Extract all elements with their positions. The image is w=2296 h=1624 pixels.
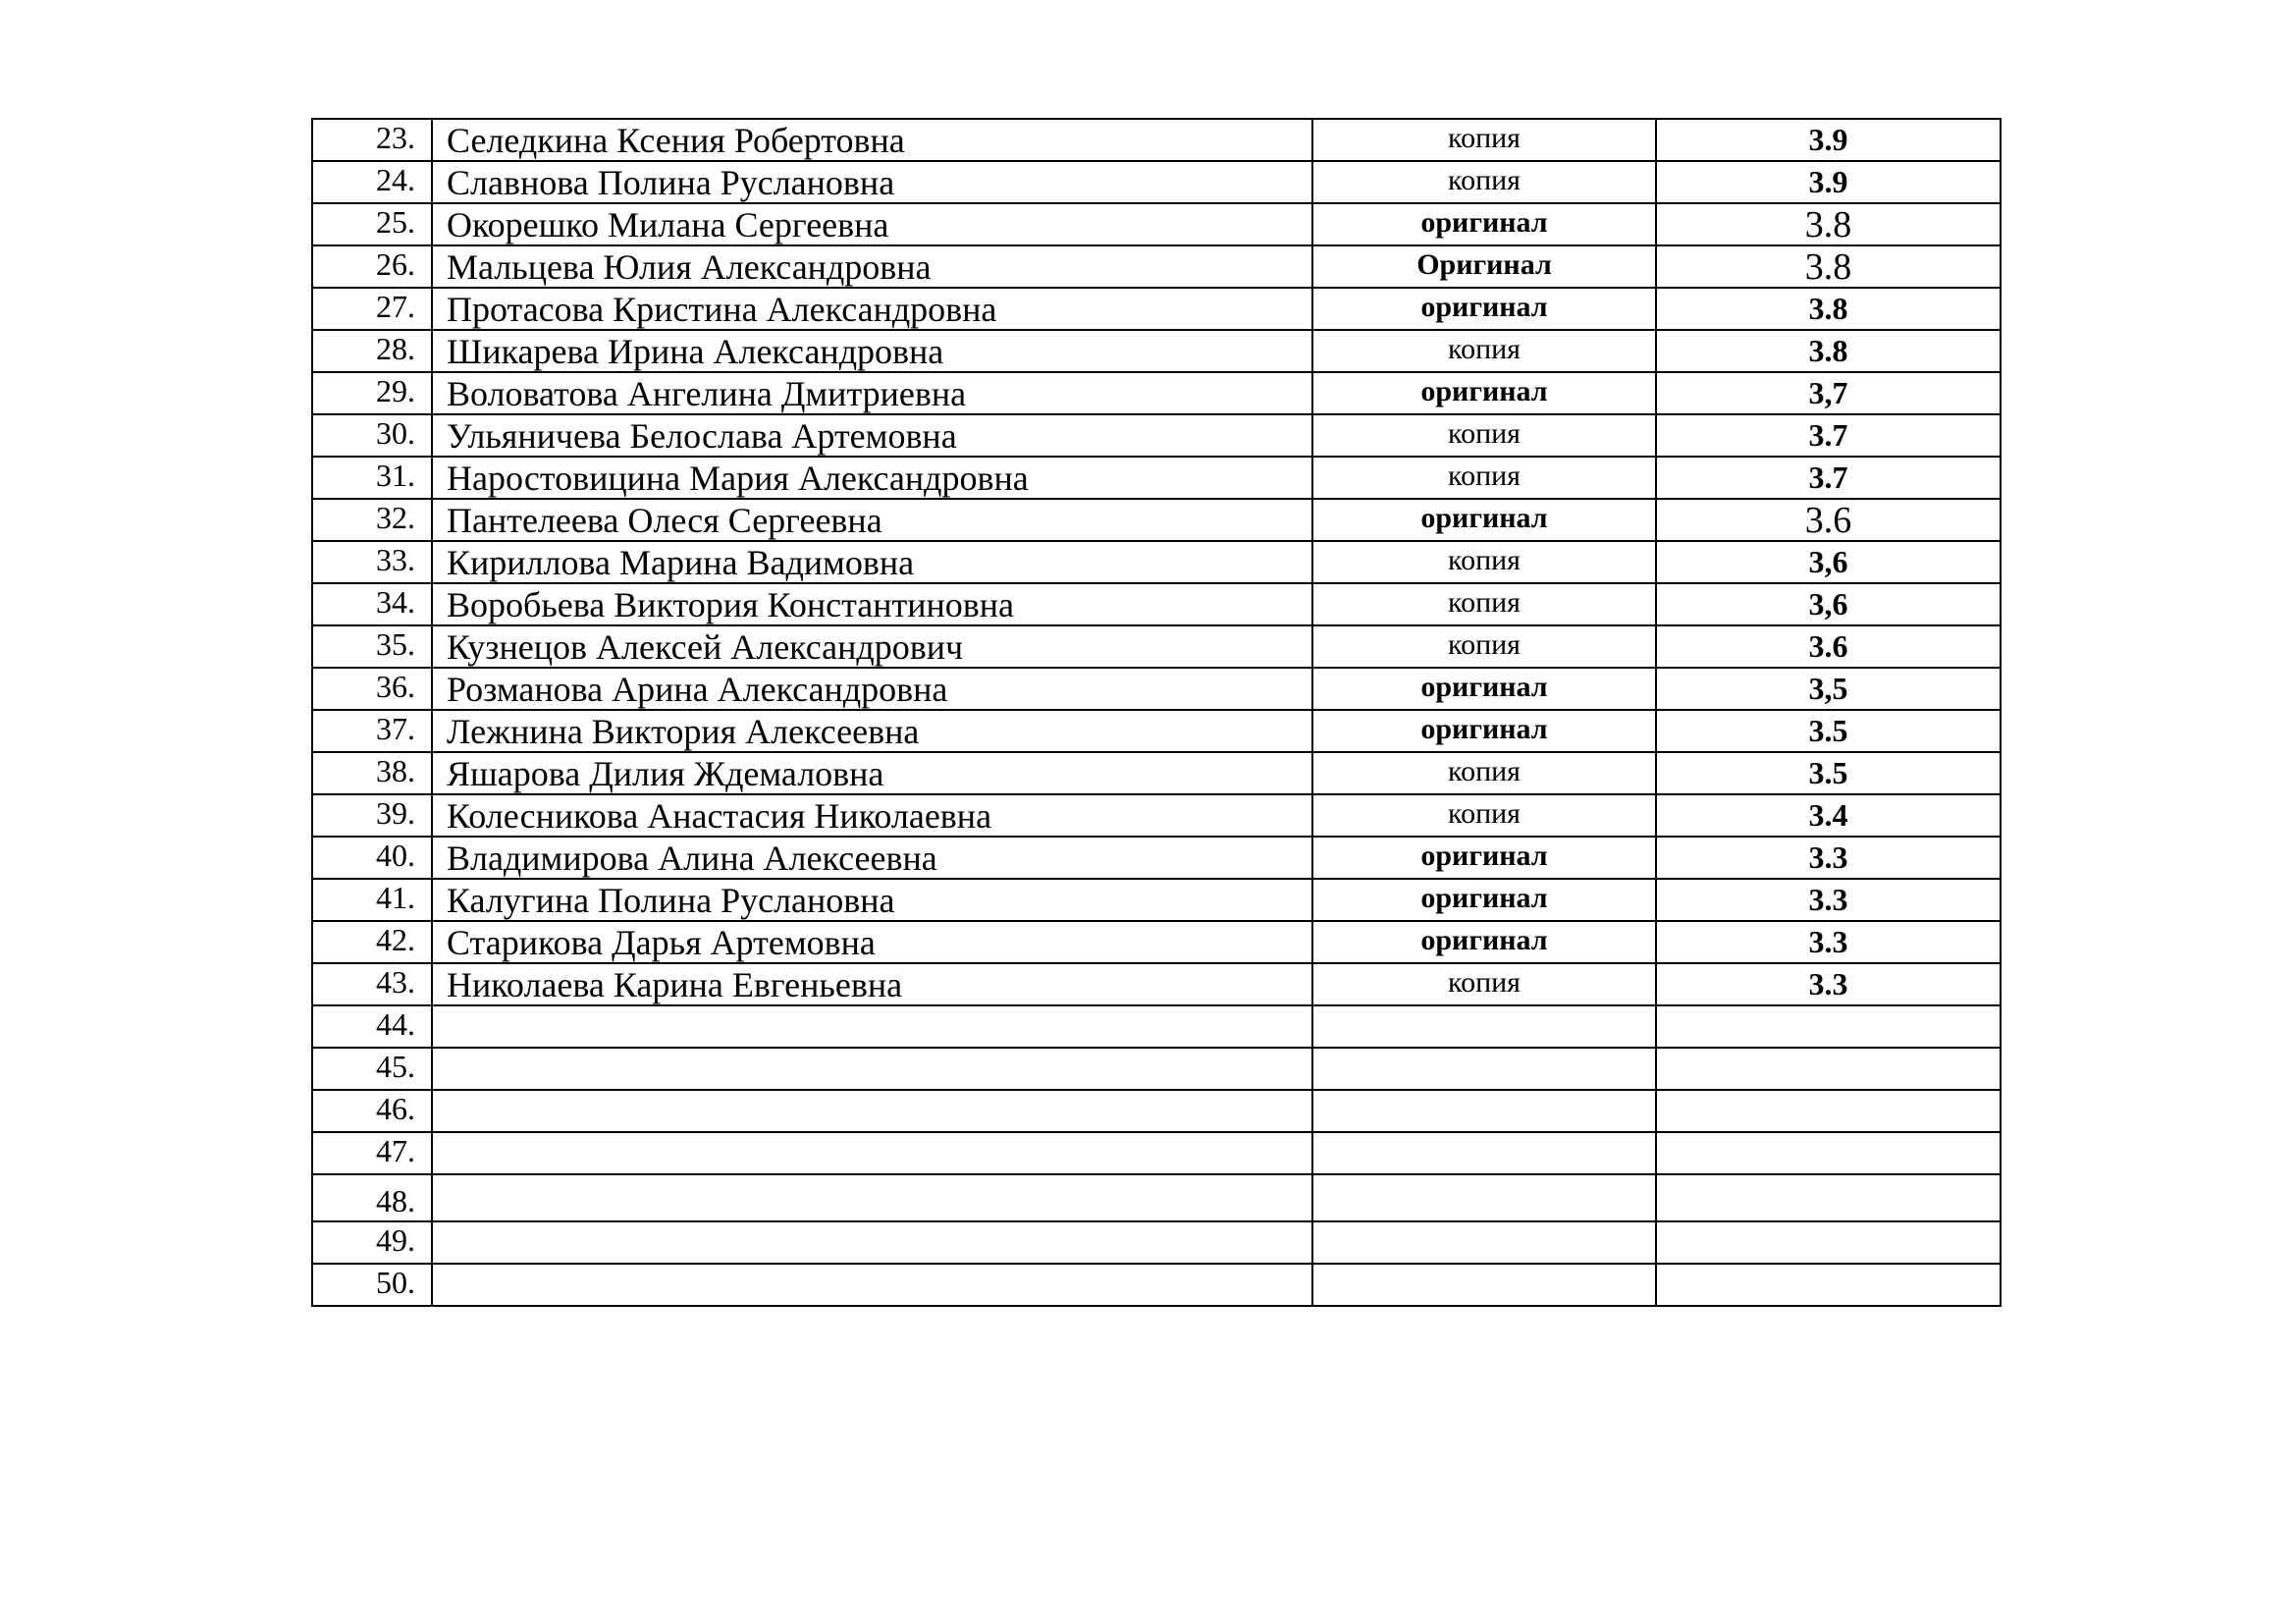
row-number: 24.	[312, 161, 432, 203]
average-score: 3,6	[1656, 583, 2001, 625]
applicants-table	[311, 118, 2002, 1307]
applicant-name: Кириллова Марина Вадимовна	[432, 541, 1312, 583]
row-number: 38.	[312, 752, 432, 794]
applicant-name: Николаева Карина Евгеньевна	[432, 963, 1312, 1005]
applicant-name: Славнова Полина Руслановна	[432, 161, 1312, 203]
average-score: 3.5	[1656, 752, 2001, 794]
document-type: копия	[1312, 625, 1656, 668]
average-score	[1656, 1132, 2001, 1174]
applicant-name: Владимирова Алина Алексеевна	[432, 837, 1312, 879]
document-type: оригинал	[1312, 710, 1656, 752]
document-type	[1312, 1264, 1656, 1306]
table-row	[312, 921, 2001, 963]
document-type: оригинал	[1312, 499, 1656, 541]
average-score: 3.8	[1656, 330, 2001, 372]
table-row	[312, 879, 2001, 921]
row-number: 33.	[312, 541, 432, 583]
document-type: копия	[1312, 414, 1656, 457]
row-number: 44.	[312, 1005, 432, 1048]
average-score	[1656, 1090, 2001, 1132]
applicant-name: Воробьева Виктория Константиновна	[432, 583, 1312, 625]
average-score	[1656, 1221, 2001, 1264]
applicant-name: Наростовицина Мария Александровна	[432, 457, 1312, 499]
row-number: 41.	[312, 879, 432, 921]
document-type: оригинал	[1312, 288, 1656, 330]
table-row	[312, 1005, 2001, 1048]
applicant-name: Селедкина Ксения Робертовна	[432, 119, 1312, 161]
row-number: 48.	[312, 1174, 432, 1221]
document-type	[1312, 1221, 1656, 1264]
average-score: 3.6	[1656, 499, 2001, 541]
table-row	[312, 119, 2001, 161]
average-score: 3.3	[1656, 963, 2001, 1005]
row-number: 30.	[312, 414, 432, 457]
row-number: 28.	[312, 330, 432, 372]
average-score: 3.8	[1656, 245, 2001, 288]
average-score	[1656, 1048, 2001, 1090]
row-number: 26.	[312, 245, 432, 288]
applicant-name: Старикова Дарья Артемовна	[432, 921, 1312, 963]
document-type: копия	[1312, 963, 1656, 1005]
applicant-name: Воловатова Ангелина Дмитриевна	[432, 372, 1312, 414]
row-number: 42.	[312, 921, 432, 963]
applicant-name	[432, 1090, 1312, 1132]
applicant-name: Лежнина Виктория Алексеевна	[432, 710, 1312, 752]
document-type: копия	[1312, 119, 1656, 161]
table-row	[312, 288, 2001, 330]
average-score: 3,7	[1656, 372, 2001, 414]
row-number: 45.	[312, 1048, 432, 1090]
table-row	[312, 161, 2001, 203]
document-type: оригинал	[1312, 879, 1656, 921]
average-score	[1656, 1264, 2001, 1306]
applicant-name	[432, 1132, 1312, 1174]
applicant-name: Протасова Кристина Александровна	[432, 288, 1312, 330]
average-score: 3.5	[1656, 710, 2001, 752]
table-row	[312, 414, 2001, 457]
table-row	[312, 541, 2001, 583]
applicant-name	[432, 1264, 1312, 1306]
average-score: 3.9	[1656, 119, 2001, 161]
document-type: копия	[1312, 794, 1656, 837]
row-number: 37.	[312, 710, 432, 752]
row-number: 27.	[312, 288, 432, 330]
table-row	[312, 499, 2001, 541]
row-number: 49.	[312, 1221, 432, 1264]
table-row	[312, 710, 2001, 752]
table-row	[312, 330, 2001, 372]
document-type: копия	[1312, 752, 1656, 794]
row-number: 31.	[312, 457, 432, 499]
average-score	[1656, 1005, 2001, 1048]
table-row	[312, 1264, 2001, 1306]
applicant-name: Пантелеева Олеся Сергеевна	[432, 499, 1312, 541]
table-row	[312, 1090, 2001, 1132]
average-score: 3.3	[1656, 879, 2001, 921]
average-score: 3.3	[1656, 921, 2001, 963]
document-type: оригинал	[1312, 203, 1656, 245]
row-number: 36.	[312, 668, 432, 710]
document-type: оригинал	[1312, 921, 1656, 963]
document-type: копия	[1312, 161, 1656, 203]
applicant-name: Мальцева Юлия Александровна	[432, 245, 1312, 288]
average-score: 3,5	[1656, 668, 2001, 710]
document-type	[1312, 1132, 1656, 1174]
average-score	[1656, 1174, 2001, 1221]
table-row	[312, 457, 2001, 499]
table-row	[312, 668, 2001, 710]
applicant-name: Шикарева Ирина Александровна	[432, 330, 1312, 372]
applicant-name: Калугина Полина Руслановна	[432, 879, 1312, 921]
row-number: 46.	[312, 1090, 432, 1132]
document-type	[1312, 1048, 1656, 1090]
applicant-name: Ульяничева Белослава Артемовна	[432, 414, 1312, 457]
document-type: копия	[1312, 457, 1656, 499]
average-score: 3.7	[1656, 457, 2001, 499]
applicant-name	[432, 1048, 1312, 1090]
table-row	[312, 794, 2001, 837]
document-type	[1312, 1005, 1656, 1048]
document-type	[1312, 1174, 1656, 1221]
average-score: 3.8	[1656, 288, 2001, 330]
row-number: 34.	[312, 583, 432, 625]
row-number: 29.	[312, 372, 432, 414]
table-row	[312, 963, 2001, 1005]
table-row	[312, 203, 2001, 245]
average-score: 3.6	[1656, 625, 2001, 668]
table-row	[312, 1132, 2001, 1174]
document-type: копия	[1312, 583, 1656, 625]
document-type: копия	[1312, 541, 1656, 583]
table-row	[312, 245, 2001, 288]
applicant-name: Колесникова Анастасия Николаевна	[432, 794, 1312, 837]
applicant-name: Розманова Арина Александровна	[432, 668, 1312, 710]
table-row	[312, 372, 2001, 414]
average-score: 3,6	[1656, 541, 2001, 583]
applicant-name	[432, 1174, 1312, 1221]
table-row	[312, 583, 2001, 625]
document-type	[1312, 1090, 1656, 1132]
applicant-name: Яшарова Дилия Ждемаловна	[432, 752, 1312, 794]
row-number: 39.	[312, 794, 432, 837]
table-row	[312, 837, 2001, 879]
row-number: 43.	[312, 963, 432, 1005]
table-row	[312, 1221, 2001, 1264]
applicant-name	[432, 1005, 1312, 1048]
document-type: копия	[1312, 330, 1656, 372]
table-row	[312, 1174, 2001, 1221]
row-number: 25.	[312, 203, 432, 245]
average-score: 3.9	[1656, 161, 2001, 203]
average-score: 3.3	[1656, 837, 2001, 879]
row-number: 23.	[312, 119, 432, 161]
applicant-name: Окорешко Милана Сергеевна	[432, 203, 1312, 245]
row-number: 32.	[312, 499, 432, 541]
document-type: оригинал	[1312, 837, 1656, 879]
row-number: 40.	[312, 837, 432, 879]
document-type: оригинал	[1312, 668, 1656, 710]
row-number: 47.	[312, 1132, 432, 1174]
average-score: 3.8	[1656, 203, 2001, 245]
document-type: Оригинал	[1312, 245, 1656, 288]
document-type: оригинал	[1312, 372, 1656, 414]
average-score: 3.4	[1656, 794, 2001, 837]
table-row	[312, 625, 2001, 668]
average-score: 3.7	[1656, 414, 2001, 457]
row-number: 35.	[312, 625, 432, 668]
table-row	[312, 1048, 2001, 1090]
row-number: 50.	[312, 1264, 432, 1306]
applicant-name	[432, 1221, 1312, 1264]
table-row	[312, 752, 2001, 794]
applicant-name: Кузнецов Алексей Александрович	[432, 625, 1312, 668]
